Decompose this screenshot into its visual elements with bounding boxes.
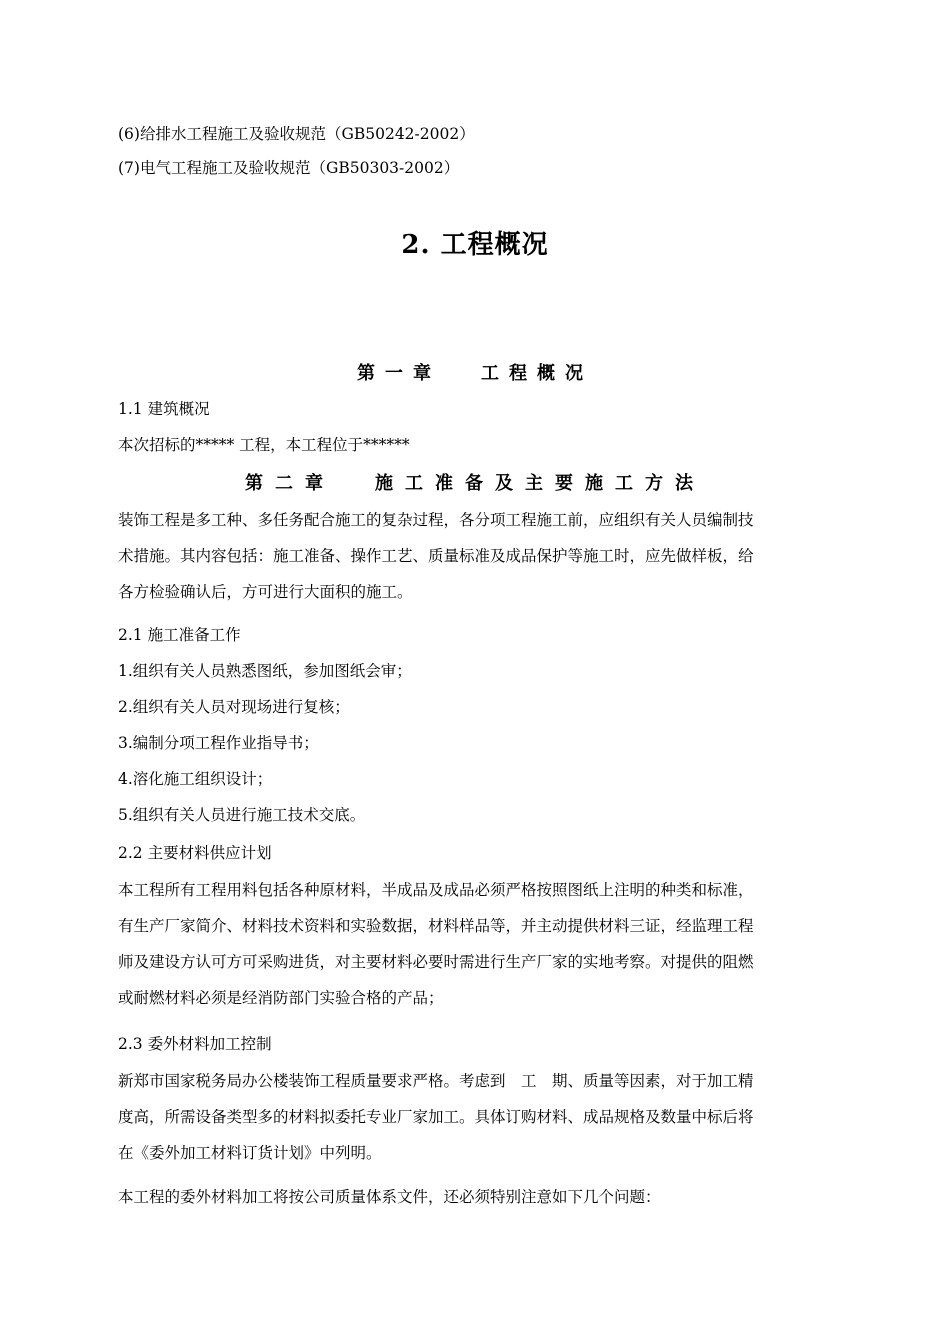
subsection-1-1-text: 本次招标的***** 工程，本工程位于****** — [118, 436, 410, 454]
section-2-2-title: 2.2 主要材料供应计划 — [118, 844, 272, 862]
paragraph-line: 新郑市国家税务局办公楼装饰工程质量要求严格。考虑到 工 期、质量等因素，对于加工精 — [118, 1072, 754, 1090]
paragraph-line: 或耐燃材料必须是经消防部门实验合格的产品； — [118, 989, 444, 1007]
section-2-3-title: 2.3 委外材料加工控制 — [118, 1035, 272, 1053]
list-item: 2.组织有关人员对现场进行复核； — [118, 698, 350, 716]
reference-item-6: (6)给排水工程施工及验收规范（GB50242-2002） — [118, 125, 475, 143]
chapter-1-heading — [0, 359, 950, 385]
list-item: 4.溶化施工组织设计； — [118, 770, 273, 788]
section-2-2-text — [118, 872, 833, 1016]
section-2-3-last-line: 本工程的委外材料加工将按公司质量体系文件，还必须特别注意如下几个问题： — [118, 1188, 661, 1206]
section-2-1-title: 2.1 施工准备工作 — [118, 626, 241, 644]
section-2-3-text — [118, 1063, 833, 1171]
paragraph-line: 度高，所需设备类型多的材料拟委托专业厂家加工。具体订购材料、成品规格及数量中标后将 — [118, 1108, 754, 1126]
paragraph-line: 装饰工程是多工种、多任务配合施工的复杂过程，各分项工程施工前，应组织有关人员编制技 — [118, 511, 754, 529]
paragraph-line: 在《委外加工材料订货计划》中列明。 — [118, 1144, 382, 1162]
paragraph-line: 术措施。其内容包括：施工准备、操作工艺、质量标准及成品保护等施工时，应先做样板，给 — [118, 547, 754, 565]
section-heading: 2. 工程概况 — [401, 230, 549, 260]
paragraph-line: 本工程所有工程用料包括各种原材料，半成品及成品必须严格按照图纸上注明的种类和标准， — [118, 881, 754, 899]
subsection-1-1-title: 1.1 建筑概况 — [118, 400, 210, 418]
paragraph-line: 有生产厂家简介、材料技术资料和实验数据，材料样品等，并主动提供材料三证，经监理工程 — [118, 917, 754, 935]
list-item: 1.组织有关人员熟悉图纸，参加图纸会审； — [118, 662, 412, 680]
paragraph-line: 各方检验确认后，方可进行大面积的施工。 — [118, 583, 413, 601]
chapter-2-heading — [0, 469, 950, 495]
chapter-2-intro — [118, 502, 833, 610]
list-item: 3.编制分项工程作业指导书； — [118, 734, 319, 752]
chapter-1-label: 第一章 — [357, 363, 441, 384]
list-item: 5.组织有关人员进行施工技术交底。 — [118, 806, 366, 824]
reference-item-7: (7)电气工程施工及验收规范（GB50303-2002） — [118, 159, 460, 177]
chapter-1-title: 工程概况 — [481, 363, 593, 384]
chapter-2-label: 第二章 — [245, 473, 335, 494]
chapter-2-title: 施工准备及主要施工方法 — [375, 473, 705, 494]
section-2-1-list — [118, 653, 833, 833]
paragraph-line: 师及建设方认可方可采购进货，对主要材料必要时需进行生产厂家的实地考察。对提供的阻燃 — [118, 953, 754, 971]
